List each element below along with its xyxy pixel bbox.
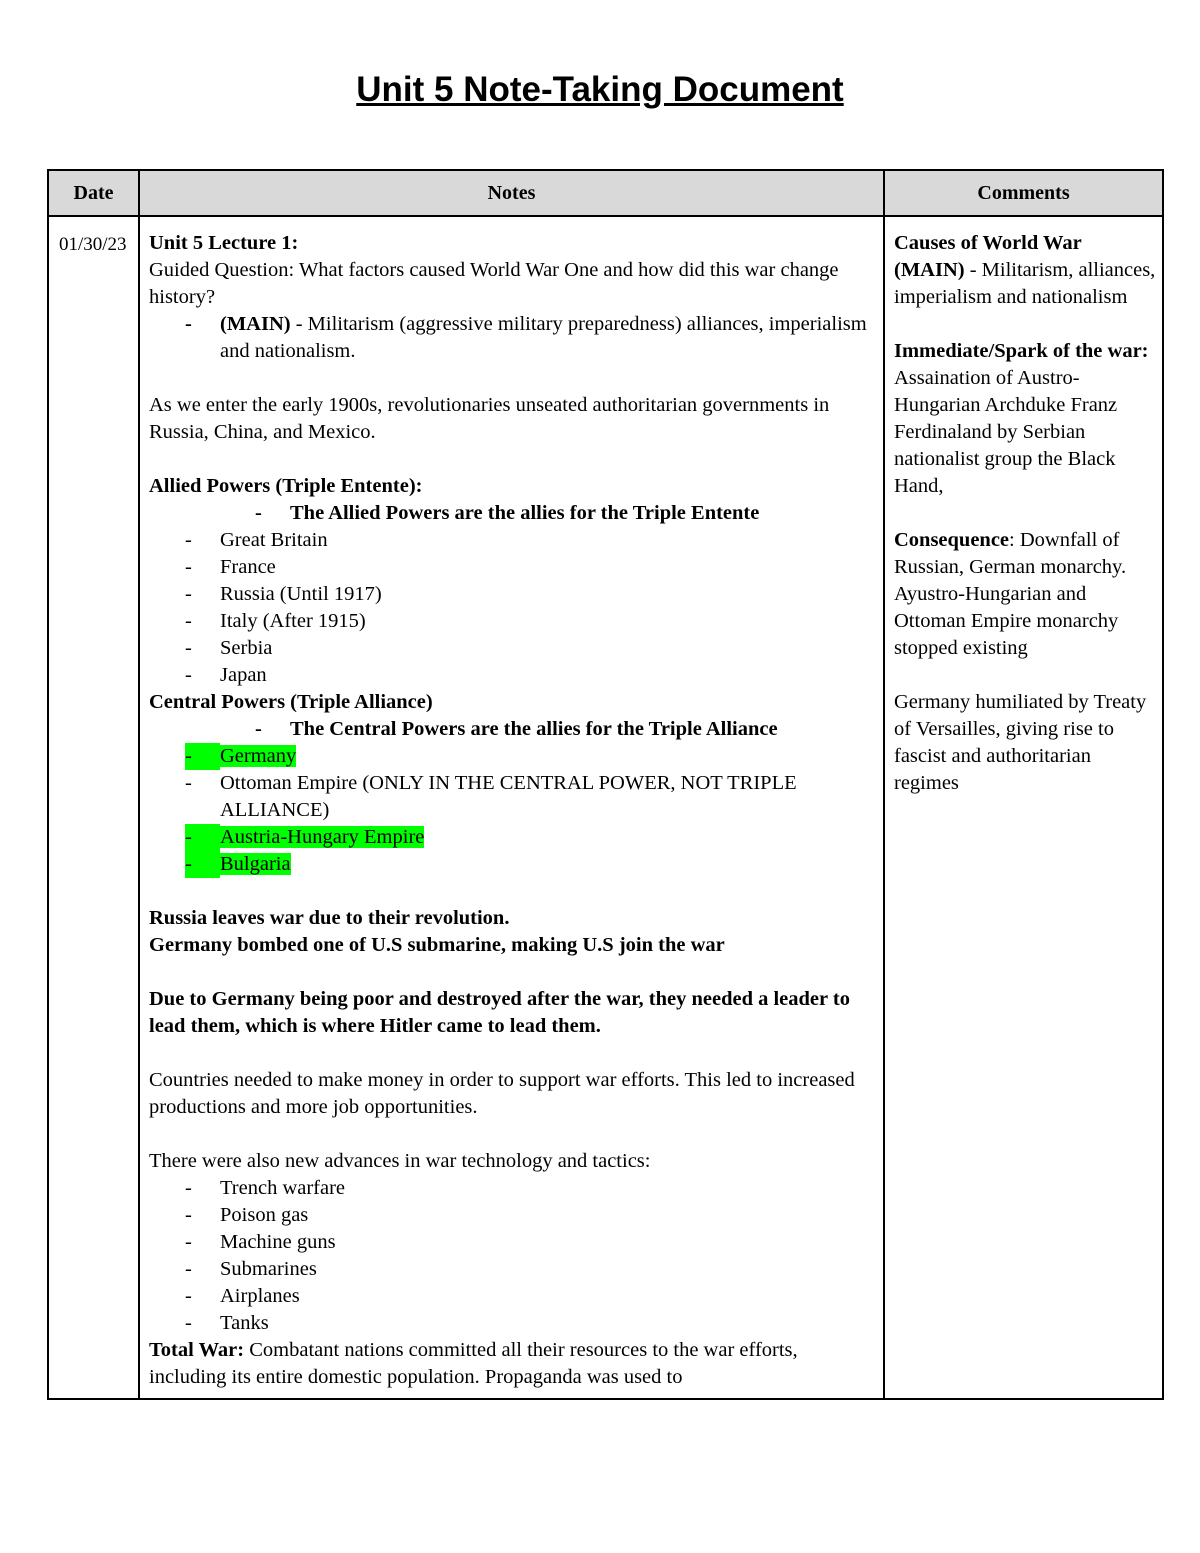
versailles-comment: Germany humiliated by Treaty of Versailles, giving rise to fascist and authoritarian regimes [894, 691, 1147, 794]
hitler-text: Due to Germany being poor and destroyed after the war, they needed a leader to lead them, which is where Hitler came to lead them. [149, 988, 850, 1037]
list-item-highlighted: - Austria-Hungary Empire [149, 824, 875, 851]
list-item: - Machine guns [185, 1231, 336, 1253]
list-item: - Great Britain [185, 529, 328, 551]
list-item: - Italy (After 1915) [185, 610, 366, 632]
russia-leaves-text: Russia leaves war due to their revolution. [149, 907, 510, 929]
notes-table [47, 169, 1164, 1400]
notes-column-header: Notes [139, 170, 884, 216]
list-item: - Japan [185, 664, 267, 686]
date-cell: 01/30/23 [48, 216, 139, 1399]
main-text: - Militarism (aggressive military preparedness) alliances, imperialism and nationalism. [220, 313, 867, 362]
table-row [48, 216, 1163, 1399]
causes-comment: Causes of World War (MAIN) - Militarism, alliances, imperialism and nationalism [894, 232, 1156, 308]
comments-column-header: Comments [884, 170, 1163, 216]
allied-powers-list [149, 527, 875, 689]
document-title: Unit 5 Note-Taking Document [356, 70, 844, 109]
germany-bombed-text: Germany bombed one of U.S submarine, making U.S join the war [149, 934, 725, 956]
list-item-highlighted: - Germany [149, 743, 875, 770]
total-war-text: Combatant nations committed all their resources to the war efforts, including its entire domestic population. Propaganda was used to [149, 1339, 798, 1388]
revolution-text: As we enter the early 1900s, revolutionaries unseated authoritarian governments in Russia, China, and Mexico. [149, 394, 830, 443]
list-item-highlighted: - Bulgaria [149, 851, 875, 878]
list-item: - Airplanes [185, 1285, 300, 1307]
list-item: - France [185, 556, 276, 578]
spark-comment: Immediate/Spark of the war: Assaination of Austro-Hungarian Archduke Franz Ferdinaland by Serbian nationalist group the Black Hand, [894, 340, 1149, 497]
list-item: - Ottoman Empire (ONLY IN THE CENTRAL POWER, NOT TRIPLE ALLIANCE) [185, 772, 797, 821]
tech-intro: There were also new advances in war technology and tactics: [149, 1150, 651, 1172]
list-item: - Serbia [185, 637, 273, 659]
central-powers-heading: Central Powers (Triple Alliance) [149, 691, 433, 713]
total-war-paragraph [149, 1337, 875, 1391]
main-causes-item: - (MAIN) - Militarism (aggressive military preparedness) alliances, imperialism and nationalism. [185, 313, 867, 362]
allied-powers-heading: Allied Powers (Triple Entente): [149, 475, 423, 497]
main-label: (MAIN) [220, 313, 291, 335]
list-item: - Tanks [185, 1312, 269, 1334]
list-item: - Poison gas [185, 1204, 309, 1226]
total-war-label: Total War: [149, 1339, 245, 1361]
economy-text: Countries needed to make money in order to support war efforts. This led to increased productions and more job opportunities. [149, 1069, 855, 1118]
consequence-comment: Consequence: Downfall of Russian, German monarchy. Ayustro-Hungarian and Ottoman Empire monarchy stopped existing [894, 529, 1127, 659]
list-item: - Trench warfare [185, 1177, 346, 1199]
comments-cell [884, 216, 1163, 1399]
notes-cell [139, 216, 884, 1399]
central-powers-list [149, 743, 875, 878]
list-item: - Russia (Until 1917) [185, 583, 382, 605]
tech-list [149, 1175, 875, 1337]
list-item: - Submarines [185, 1258, 317, 1280]
date-column-header: Date [48, 170, 139, 216]
allied-powers-subpoint: - The Allied Powers are the allies for the Triple Entente [255, 502, 760, 524]
central-powers-subpoint: - The Central Powers are the allies for the Triple Alliance [255, 718, 778, 740]
guided-question: Guided Question: What factors caused World War One and how did this war change history? [149, 259, 839, 308]
table-header-row [48, 170, 1163, 216]
lecture-title: Unit 5 Lecture 1: [149, 232, 299, 254]
